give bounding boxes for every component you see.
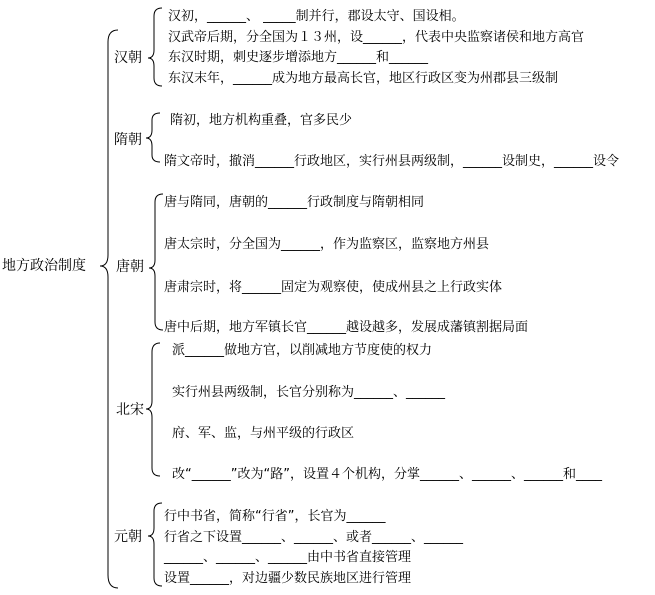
sui-title: 隋朝 [114,132,142,148]
song-title: 北宋 [116,402,144,418]
song-line-1: 派______做地方官，以削减地方节度使的权力 [172,343,433,358]
yuan-title: 元朝 [114,529,142,545]
song-brace [146,343,160,476]
yuan-line-1: 行中书省，简称“行省”，长官为______ [164,509,386,524]
han-brace [148,8,162,86]
han-line-4: 东汉末年，______成为地方最高长官，地区行政区变为州郡县三级制 [168,71,559,86]
song-line-2: 实行州县两级制，长官分别称为______、______ [172,385,446,400]
tang-title: 唐朝 [116,259,144,275]
han-line-1: 汉初，______、 _____制并行，郡设太守、国设相。 [168,9,465,24]
sui-line-1: 隋初，地方机构重叠，官多民少 [170,113,353,128]
song-line-3: 府、军、监，与州平级的行政区 [172,426,355,441]
song-line-4: 改“______”改为“路”，设置４个机构，分掌______、______、______和____ [172,467,602,482]
sui-line-2: 隋文帝时，撤消______行政地区，实行州县两级制，______设制史，______设令 [164,154,620,169]
yuan-line-4: 设置______，对边疆少数民族地区进行管理 [164,571,412,586]
han-line-2: 汉武帝后期，分全国为１３州，设______，代表中央监察诸侯和地方高官 [168,30,585,45]
tang-line-4: 唐中后期，地方军镇长官______越设越多，发展成藩镇割据局面 [164,320,529,335]
yuan-brace [148,503,162,586]
tang-line-1: 唐与隋同，唐朝的______行政制度与隋朝相同 [164,195,425,210]
sui-brace [146,113,160,162]
tang-line-3: 唐肃宗时，将______固定为观察使，使成州县之上行政实体 [164,280,503,295]
han-title: 汉朝 [114,50,142,66]
yuan-line-3: ______、______、______由中书省直接管理 [164,550,412,565]
tang-brace [149,194,163,330]
yuan-line-2: 行省之下设置______、______、或者______、______ [164,530,464,545]
han-line-3: 东汉时期，刺史逐步增添地方______和______ [168,50,429,65]
main-brace [100,30,118,588]
root-label: 地方政治制度 [2,258,86,274]
tang-line-2: 唐太宗时，分全国为______，作为监察区，监察地方州县 [164,237,490,252]
